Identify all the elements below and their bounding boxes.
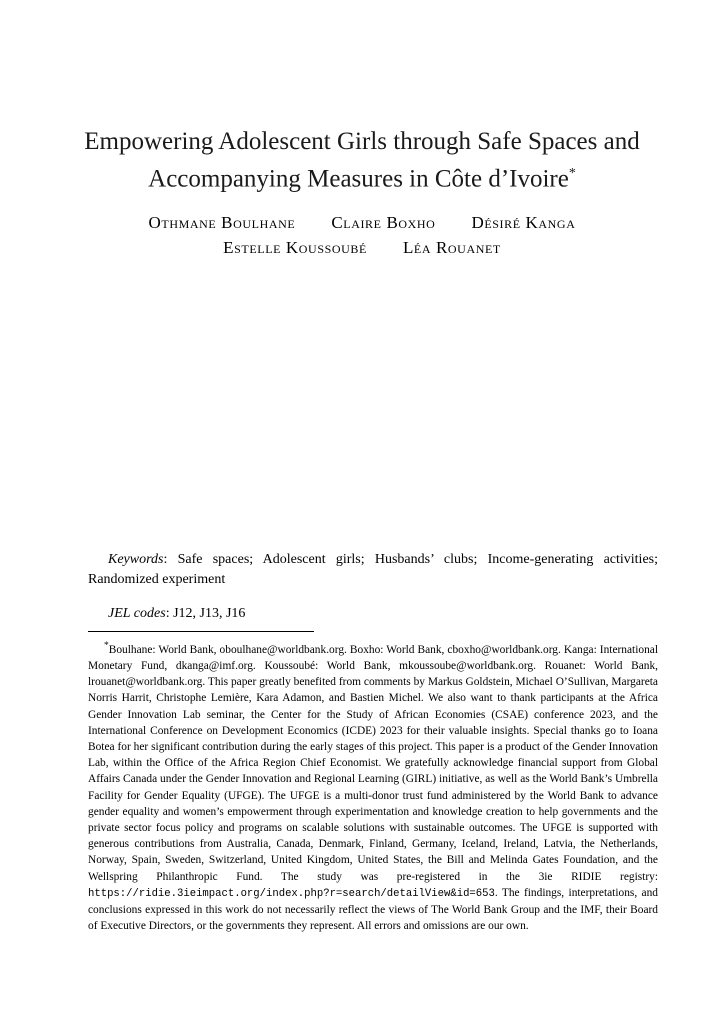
title-footnote-marker: *	[568, 166, 576, 181]
author-boulhane: Othmane Boulhane	[148, 213, 296, 232]
ridie-registry-link[interactable]: https://ridie.3ieimpact.org/index.php?r=search/detailView&id=653	[88, 887, 495, 900]
jel-text: : J12, J13, J16	[165, 606, 246, 621]
author-boxho: Claire Boxho	[331, 213, 436, 232]
footnote	[88, 638, 658, 934]
author-list	[60, 210, 664, 260]
jel-label: JEL codes	[108, 606, 166, 621]
footnote-text-1: Boulhane: World Bank, oboulhane@worldbank.org. Boxho: World Bank, cboxho@worldbank.org. Kanga: International Monetary Fund, dkanga@imf.org. Koussoubé: World Bank, mkoussoube@worldbank.org. Rouanet: World Bank, lrouanet@worldbank.org. This paper greatly benefited from comments by Markus Goldstein, Michael O’Sullivan, Margareta Norris Harrit, Christophe Lemière, Kara Adamon, and Bastien Michel. We also want to thank participants at the Africa Gender Innovation Lab seminar, the Center for the Study of African Economies (CSAE) conference 2023, and the International Conference on Development Economics (ICDE) 2023 for their valuable insights. Special thanks go to Ioana Botea for her significant contribution during the early stages of this project. This paper is a product of the Gender Innovation Lab, within the Office of the Africa Region Chief Economist. We gratefully acknowledge financial support from Global Affairs Canada under the Gender Innovation and Regional Learning (GIRL) initiative, as well as the World Bank’s Umbrella Facility for Gender Equality (UFGE). The UFGE is a multi-donor trust fund administered by the World Bank to advance gender equality and women’s empowerment through experimentation and knowledge creation to help governments and the private sector focus policy and programs on scalable solutions with sustainable outcomes. The UFGE is supported with generous contributions from Australia, Canada, Denmark, Finland, Germany, Iceland, Ireland, Latvia, the Netherlands, Norway, Spain, Sweden, Switzerland, United Kingdom, United States, the Bill and Melinda Gates Foundation, and the Wellspring Philanthropic Fund. The study was pre-registered in the 3ie RIDIE registry:	[88, 643, 658, 883]
footnote-marker: *	[104, 641, 109, 651]
keywords-paragraph	[88, 550, 658, 590]
title-line-1: Empowering Adolescent Girls through Safe Spaces and	[84, 128, 640, 155]
keywords-label: Keywords	[108, 552, 164, 567]
footnote-text-2: . The findings, interpretations, and conclusions expressed in this work do not necessarily reflect the views of The World Bank Group and the IMF, their Board of Executive Directors, or the governments they represent. All errors and omissions are our own.	[88, 886, 658, 933]
author-row-1	[60, 210, 664, 235]
footnote-rule	[88, 631, 314, 632]
author-koussoube: Estelle Koussoubé	[223, 238, 367, 257]
keywords-text: : Safe spaces; Adolescent girls; Husbands’ clubs; Income-generating activities; Randomized experiment	[88, 552, 658, 587]
author-kanga: Désiré Kanga	[471, 213, 576, 232]
title-line-2	[60, 158, 664, 195]
paper-title	[60, 126, 664, 195]
author-rouanet: Léa Rouanet	[402, 238, 501, 257]
title-line-2-text: Accompanying Measures in Côte d’Ivoire	[148, 165, 569, 193]
jel-codes-paragraph	[108, 604, 245, 624]
author-row-2	[60, 235, 664, 260]
